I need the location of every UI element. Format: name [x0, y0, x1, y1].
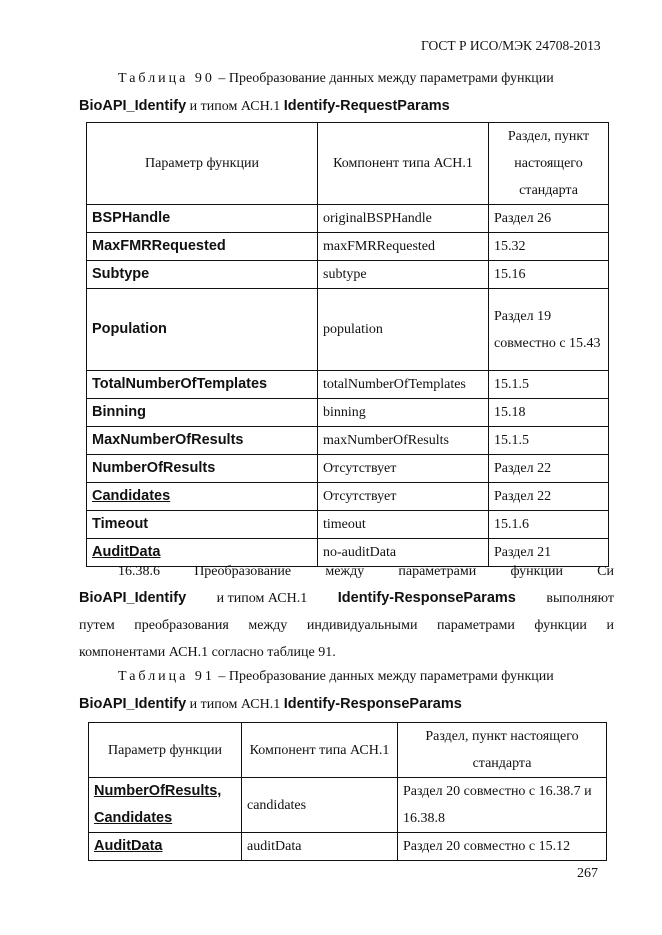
paragraph-word: Си [597, 564, 614, 579]
component-cell: originalBSPHandle [318, 205, 489, 233]
section-cell: 15.1.6 [489, 511, 609, 539]
table-91-header-section: Раздел, пункт настоящего стандарта [398, 723, 607, 778]
table-row [87, 289, 609, 371]
param-cell: MaxNumberOfResults [87, 427, 318, 455]
section-paragraph [79, 558, 614, 666]
param-cell: Candidates [87, 483, 318, 511]
table-row [87, 261, 609, 289]
paragraph-line-2 [79, 585, 614, 612]
paragraph-word: Преобразование [194, 564, 292, 579]
component-cell: timeout [318, 511, 489, 539]
component-cell: maxNumberOfResults [318, 427, 489, 455]
table-row [89, 778, 607, 833]
table-90-caption-mid: и типом АСН.1 [186, 99, 284, 114]
section-cell: Раздел 21 [489, 539, 609, 567]
param-cell: TotalNumberOfTemplates [87, 371, 318, 399]
table-row [87, 427, 609, 455]
table-row [87, 205, 609, 233]
section-cell: 15.1.5 [489, 371, 609, 399]
component-cell: no-auditData [318, 539, 489, 567]
table-row [87, 371, 609, 399]
section-cell: Раздел 20 совместно с 16.38.7 и 16.38.8 [398, 778, 607, 833]
table-row [87, 233, 609, 261]
table-91-type: Identify-ResponseParams [283, 696, 462, 712]
section-cell: Раздел 19 совместно с 15.43 [489, 289, 609, 371]
param-name: NumberOfResults, [94, 783, 222, 799]
section-cell: 15.32 [489, 233, 609, 261]
table-91 [88, 722, 607, 861]
table-row [89, 833, 607, 861]
table-91-caption-text: – Преобразование данных между параметрами функции [214, 669, 554, 684]
table-90-caption [118, 71, 554, 87]
table-91-label: Таблица 91 [118, 669, 215, 684]
component-cell: Отсутствует [318, 483, 489, 511]
table-90-caption-text: – Преобразование данных между параметрами функции [214, 71, 554, 86]
section-cell: Раздел 22 [489, 455, 609, 483]
section-cell: 15.1.5 [489, 427, 609, 455]
table-91-caption [118, 669, 554, 685]
table-90-header-param: Параметр функции [87, 123, 318, 205]
paragraph-word: параметрами [398, 564, 477, 579]
paragraph-word: функции [510, 564, 563, 579]
component-cell: binning [318, 399, 489, 427]
table-91-caption-mid: и типом АСН.1 [186, 697, 284, 712]
paragraph-line-1 [79, 558, 614, 585]
component-cell: population [318, 289, 489, 371]
param-cell: AuditData [89, 833, 242, 861]
section-cell: Раздел 20 совместно с 15.12 [398, 833, 607, 861]
section-cell: Раздел 26 [489, 205, 609, 233]
page-number: 267 [577, 866, 598, 881]
table-90-header-component: Компонент типа АСН.1 [318, 123, 489, 205]
table-90-caption-line2 [79, 97, 450, 115]
param-cell: MaxFMRRequested [87, 233, 318, 261]
paragraph-line-3: путем преобразования между индивидуальными параметрами функции и [79, 618, 614, 633]
table-row [87, 511, 609, 539]
param-cell: NumberOfResults [87, 455, 318, 483]
section-cell: 15.16 [489, 261, 609, 289]
paragraph-type: Identify-ResponseParams [337, 590, 516, 606]
param-cell: Subtype [87, 261, 318, 289]
table-90 [86, 122, 609, 567]
table-90-type: Identify-RequestParams [283, 98, 450, 114]
param-name: Candidates [94, 810, 173, 826]
table-row [87, 399, 609, 427]
paragraph-func: BioAPI_Identify [79, 590, 187, 606]
section-cell: 15.18 [489, 399, 609, 427]
table-91-header-param: Параметр функции [89, 723, 242, 778]
paragraph-mid: и типом АСН.1 [213, 591, 311, 606]
paragraph-tail: выполняют [542, 591, 614, 606]
component-cell: maxFMRRequested [318, 233, 489, 261]
component-cell: subtype [318, 261, 489, 289]
table-row [87, 483, 609, 511]
table-90-label: Таблица 90 [118, 71, 215, 86]
section-number: 16.38.6 [118, 564, 160, 579]
table-91-header-row [89, 723, 607, 778]
param-cell: Binning [87, 399, 318, 427]
component-cell: totalNumberOfTemplates [318, 371, 489, 399]
param-cell: Population [87, 289, 318, 371]
table-90-header-row [87, 123, 609, 205]
component-cell: candidates [242, 778, 398, 833]
param-cell: AuditData [87, 539, 318, 567]
paragraph-line-4: компонентами АСН.1 согласно таблице 91. [79, 645, 336, 660]
table-row [87, 455, 609, 483]
table-91-caption-line2 [79, 695, 462, 713]
param-cell: BSPHandle [87, 205, 318, 233]
table-90-func: BioAPI_Identify [79, 98, 187, 114]
component-cell: Отсутствует [318, 455, 489, 483]
section-cell: Раздел 22 [489, 483, 609, 511]
table-90-header-section: Раздел, пункт настоящего стандарта [489, 123, 609, 205]
param-cell: Timeout [87, 511, 318, 539]
standard-header: ГОСТ Р ИСО/МЭК 24708-2013 [421, 38, 601, 53]
paragraph-word: между [325, 564, 365, 579]
param-cell [89, 778, 242, 833]
component-cell: auditData [242, 833, 398, 861]
table-91-header-component: Компонент типа АСН.1 [242, 723, 398, 778]
table-91-func: BioAPI_Identify [79, 696, 187, 712]
